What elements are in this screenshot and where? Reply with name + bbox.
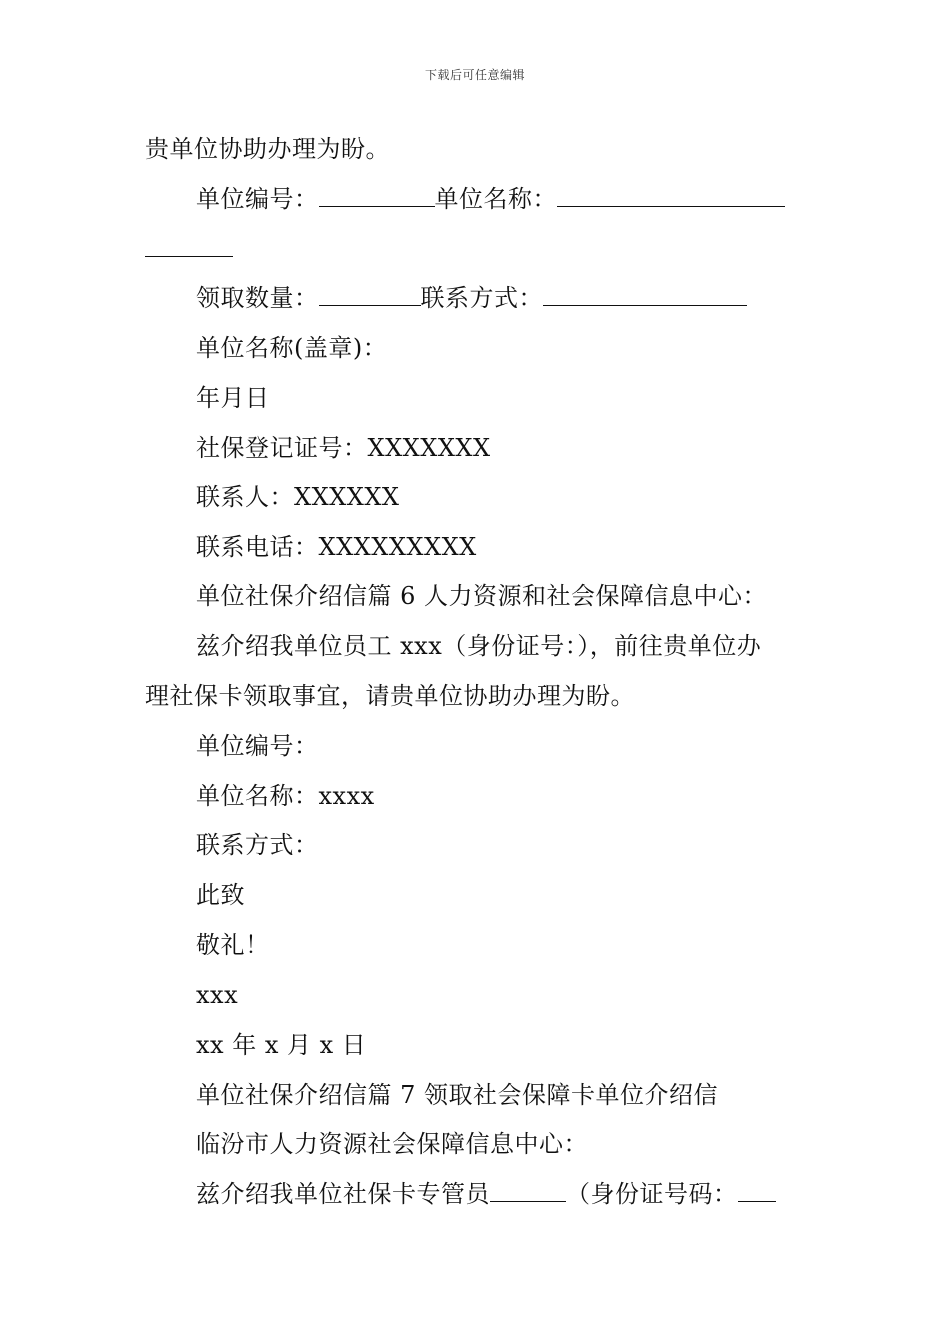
specialist-label: 兹介绍我单位社保卡专管员 <box>196 1180 490 1208</box>
text-line: 联系电话：XXXXXXXXX <box>196 533 477 561</box>
text-line: 贵单位协助办理为盼。 <box>145 135 390 163</box>
page-header: 下载后可任意编辑 <box>424 68 525 82</box>
unit-number-blank <box>319 186 435 207</box>
specialist-blank <box>490 1181 566 1202</box>
quantity-label: 领取数量： <box>196 284 319 312</box>
text-line: 联系方式： <box>196 831 319 859</box>
unit-name-blank <box>557 186 785 207</box>
text-line: 兹介绍我单位员工 xxx（身份证号：），前往贵单位办 <box>196 632 762 660</box>
id-number-label: （身份证号码： <box>566 1180 738 1208</box>
unit-name-blank-continued-line <box>145 236 233 257</box>
text-line: 临汾市人力资源社会保障信息中心： <box>196 1130 588 1158</box>
id-number-blank <box>738 1181 776 1202</box>
text-line: xx 年 x 月 x 日 <box>196 1031 367 1059</box>
unit-number-label: 单位编号： <box>196 185 319 213</box>
text-line: 联系人：XXXXXX <box>196 483 400 511</box>
text-line: 单位名称(盖章)： <box>196 334 388 362</box>
unit-name-label: 单位名称： <box>434 185 557 213</box>
id-number-line <box>196 1179 776 1209</box>
contact-method-blank <box>543 285 747 306</box>
quantity-blank <box>319 285 421 306</box>
text-line: 此致 <box>196 881 245 909</box>
text-line: 敬礼！ <box>196 931 270 959</box>
text-line: 社保登记证号：XXXXXXX <box>196 434 491 462</box>
text-line: 理社保卡领取事宜，请贵单位协助办理为盼。 <box>145 682 635 710</box>
unit-number-and-name-line <box>196 184 785 214</box>
text-line: xxx <box>196 981 239 1009</box>
text-line: 单位编号： <box>196 732 319 760</box>
unit-name-blank-continued <box>145 234 233 264</box>
text-line: 单位名称：xxxx <box>196 782 375 810</box>
contact-method-label: 联系方式： <box>420 284 543 312</box>
section-heading: 单位社保介绍信篇 6 人力资源和社会保障信息中心： <box>196 582 768 610</box>
quantity-and-contact-line <box>196 283 747 313</box>
text-line: 年月日 <box>196 384 270 412</box>
section-heading: 单位社保介绍信篇 7 领取社会保障卡单位介绍信 <box>196 1081 719 1109</box>
